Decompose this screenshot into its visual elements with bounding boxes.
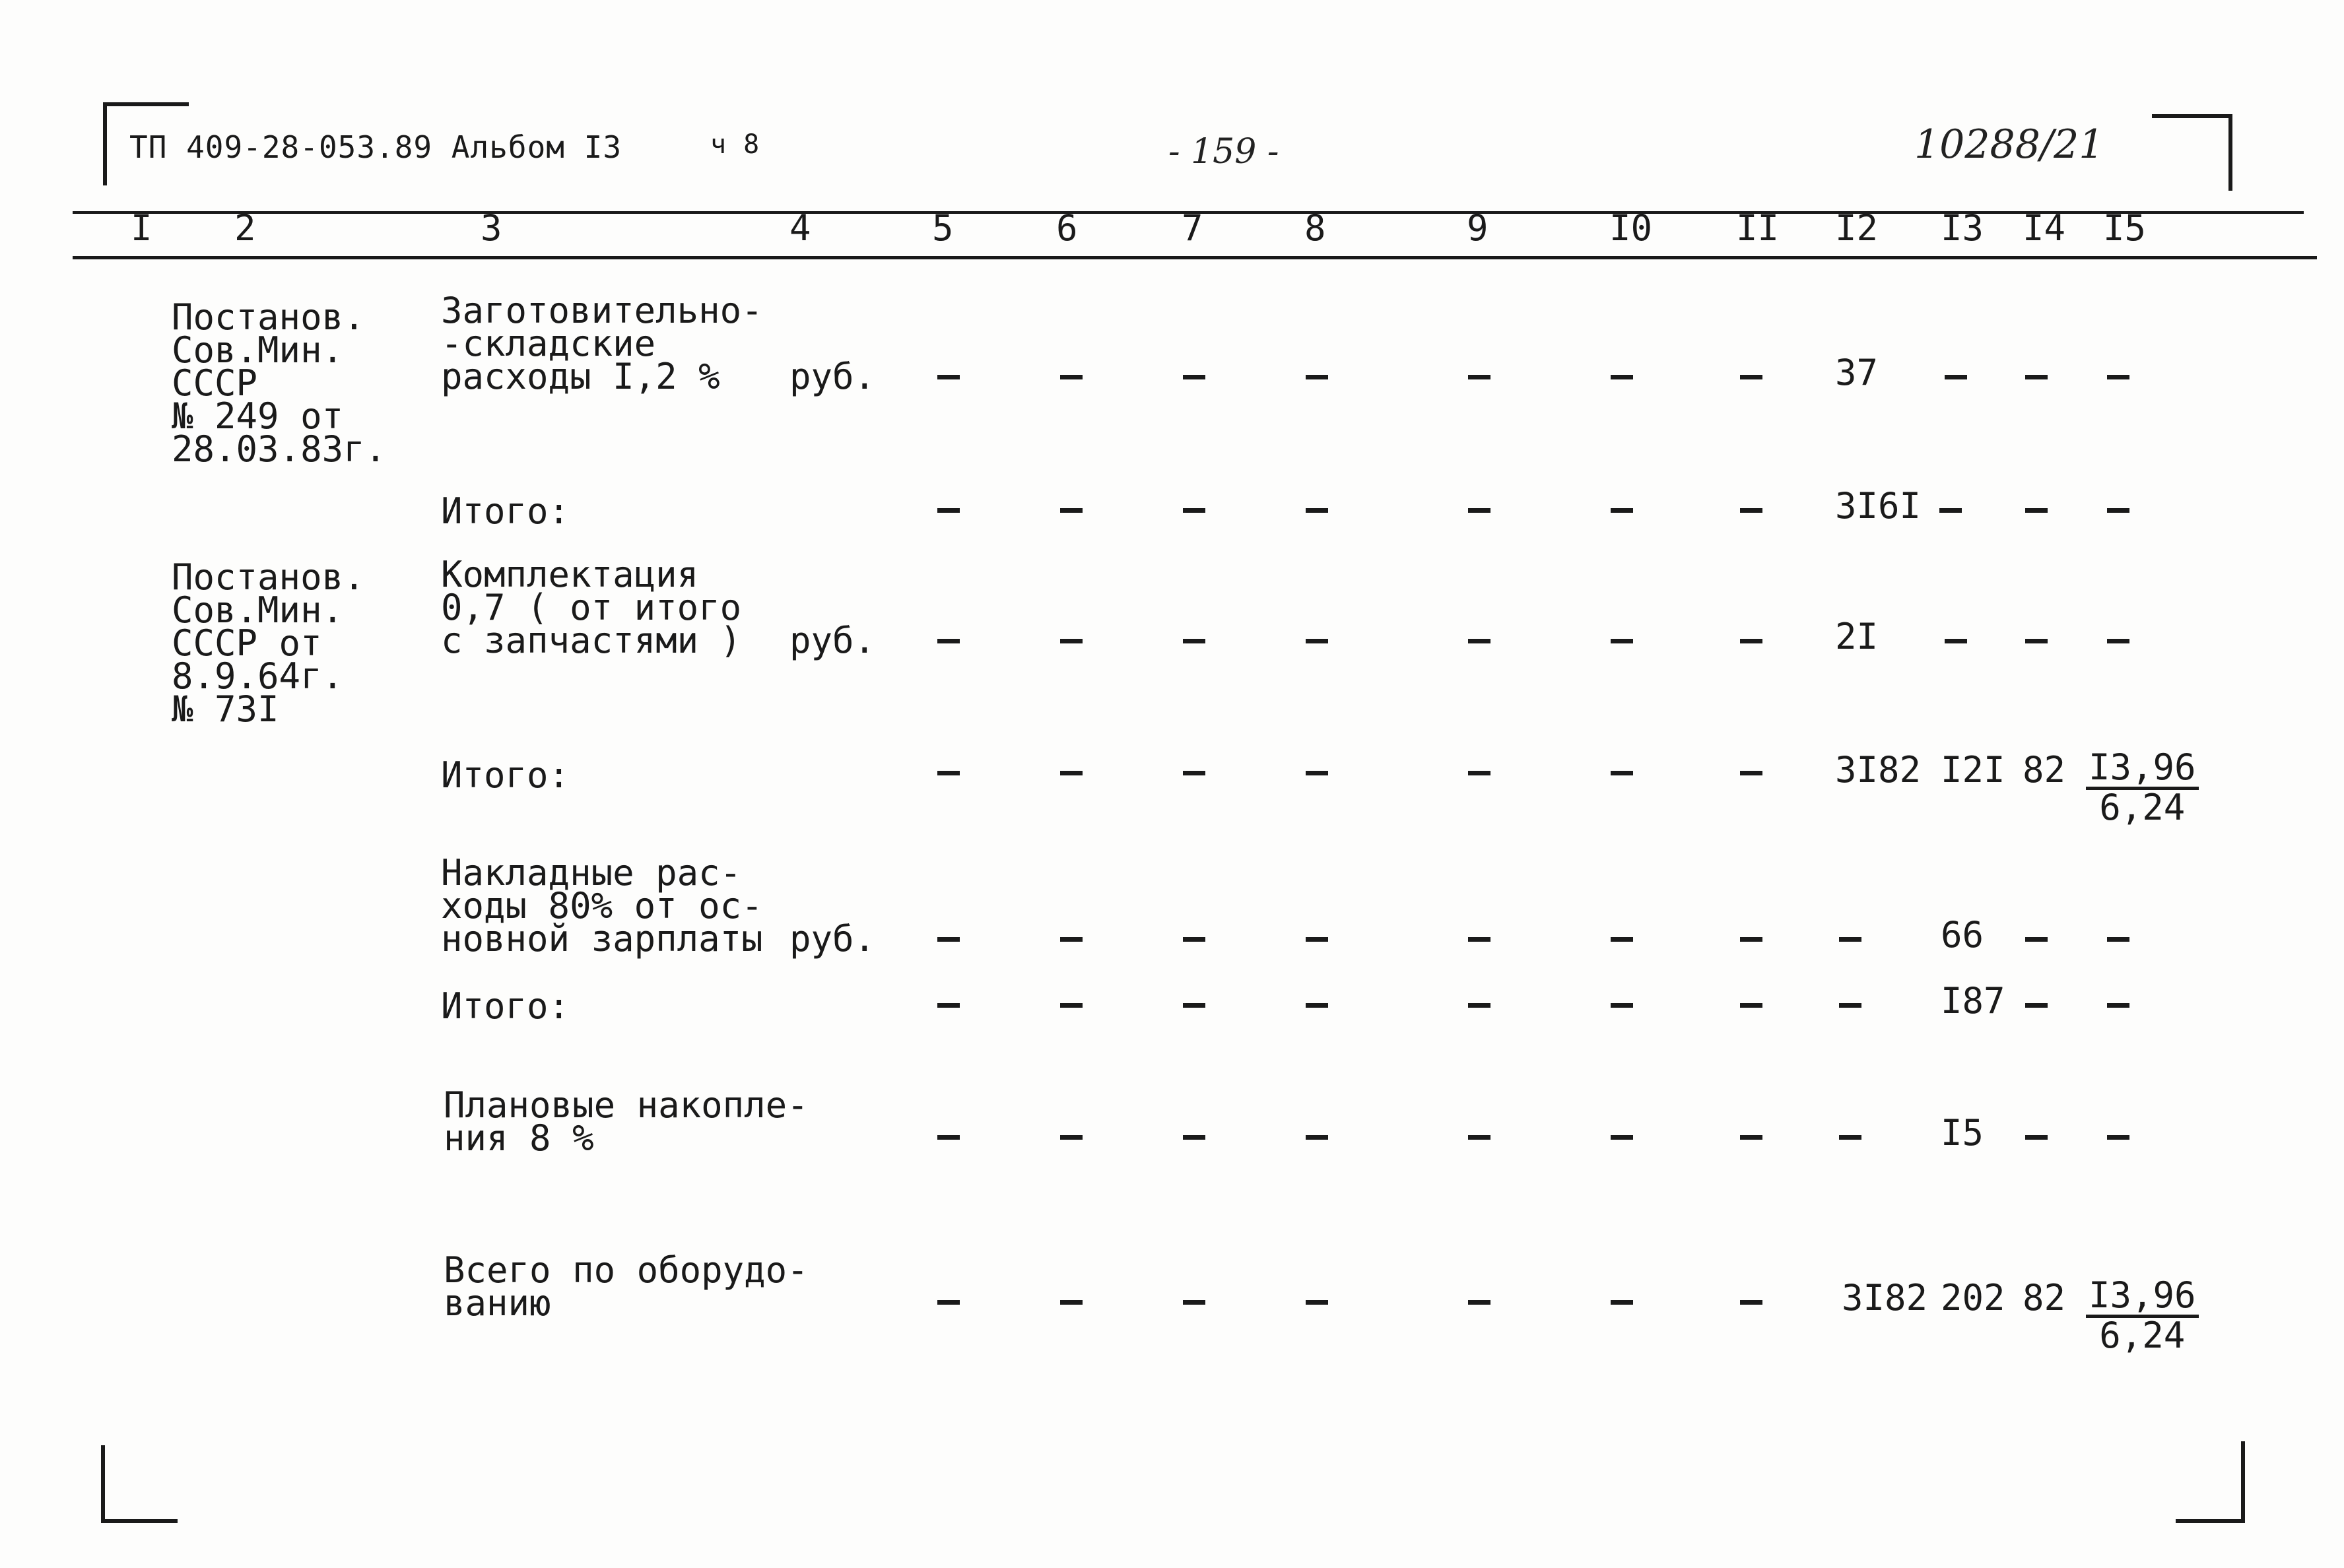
column-number-10: I0 xyxy=(1609,207,1653,249)
empty-cell-dash xyxy=(1060,639,1083,643)
table-row-col15-fraction: $\frac{I3,96}{6,24}$ xyxy=(2086,750,2199,826)
empty-cell-dash xyxy=(1740,639,1762,643)
empty-cell-dash xyxy=(1611,1135,1633,1140)
table-row-col14: 82 xyxy=(2023,1277,2066,1319)
column-number-7: 7 xyxy=(1182,207,1203,249)
table-row-col13: 66 xyxy=(1941,914,1984,956)
empty-cell-dash xyxy=(1468,771,1490,775)
table-row-name: Заготовительно- -складские расходы I,2 % xyxy=(441,290,763,397)
empty-cell-dash xyxy=(1306,508,1328,513)
empty-cell-dash xyxy=(1183,639,1205,643)
column-number-13: I3 xyxy=(1941,207,1984,249)
empty-cell-dash xyxy=(2107,375,2129,379)
empty-cell-dash xyxy=(2107,1003,2129,1008)
empty-cell-dash xyxy=(1740,375,1762,379)
page-number: - 159 - xyxy=(1168,132,1279,172)
column-number-6: 6 xyxy=(1056,207,1078,249)
column-number-11: II xyxy=(1736,207,1780,249)
empty-cell-dash xyxy=(1611,375,1633,379)
empty-cell-dash xyxy=(937,375,960,379)
column-number-15: I5 xyxy=(2103,207,2147,249)
empty-cell-dash xyxy=(1839,937,1861,942)
table-row-col12: 3I82 xyxy=(1842,1277,1928,1319)
table-row-unit: руб. xyxy=(789,356,876,397)
empty-cell-dash xyxy=(1183,375,1205,379)
empty-cell-dash xyxy=(937,1003,960,1008)
frame-corner-bottom-right xyxy=(2241,1441,2245,1523)
table-row-name: Накладные рас- ходы 80% от ос- новной зарплаты xyxy=(441,852,763,960)
table-row-basis: Постанов. Сов.Мин. СССР № 249 от 28.03.83г. xyxy=(172,296,387,470)
empty-cell-dash xyxy=(1468,508,1490,513)
table-row-basis: Постанов. Сов.Мин. СССР от 8.9.64г. № 73I xyxy=(172,556,365,730)
empty-cell-dash xyxy=(2107,1135,2129,1140)
empty-cell-dash xyxy=(1468,1003,1490,1008)
column-number-9: 9 xyxy=(1467,207,1489,249)
empty-cell-dash xyxy=(2025,639,2048,643)
empty-cell-dash xyxy=(1611,1300,1633,1305)
empty-cell-dash xyxy=(1740,1300,1762,1305)
empty-cell-dash xyxy=(1306,1135,1328,1140)
column-number-2: 2 xyxy=(234,207,256,249)
empty-cell-dash xyxy=(1183,1003,1205,1008)
empty-cell-dash xyxy=(1306,1003,1328,1008)
column-number-3: 3 xyxy=(481,207,502,249)
table-row-col13: I5 xyxy=(1941,1112,1984,1154)
table-row-name: Итого: xyxy=(441,754,570,796)
empty-cell-dash xyxy=(937,1135,960,1140)
empty-cell-dash xyxy=(1306,1300,1328,1305)
empty-cell-dash xyxy=(2107,937,2129,942)
empty-cell-dash xyxy=(1306,937,1328,942)
table-row-col15-fraction: $\frac{I3,96}{6,24}$ xyxy=(2086,1278,2199,1354)
table-row-name: Комплектация 0,7 ( от итого с запчастями ) xyxy=(441,554,742,661)
empty-cell-dash xyxy=(2025,508,2048,513)
header-rule-bottom xyxy=(73,256,2317,259)
column-number-1: I xyxy=(131,207,152,249)
column-number-14: I4 xyxy=(2023,207,2066,249)
frame-corner-top-left xyxy=(103,102,189,106)
table-row-name: Итого: xyxy=(441,985,570,1027)
frame-corner-top-right xyxy=(2152,114,2232,118)
empty-cell-dash xyxy=(937,1300,960,1305)
empty-cell-dash xyxy=(1060,771,1083,775)
empty-cell-dash xyxy=(1740,1003,1762,1008)
empty-cell-dash xyxy=(1611,508,1633,513)
empty-cell-dash xyxy=(1468,1135,1490,1140)
frame-corner-bottom-right xyxy=(2176,1519,2245,1523)
empty-cell-dash xyxy=(1060,508,1083,513)
empty-cell-dash xyxy=(937,937,960,942)
empty-cell-dash xyxy=(1740,508,1762,513)
inventory-number: 10288/21 xyxy=(1914,121,2104,168)
empty-cell-dash xyxy=(2025,375,2048,379)
table-row-col12: 3I6I xyxy=(1835,485,1922,527)
column-number-8: 8 xyxy=(1304,207,1326,249)
column-number-5: 5 xyxy=(932,207,954,249)
empty-cell-dash xyxy=(1183,508,1205,513)
empty-cell-dash xyxy=(1183,771,1205,775)
document-code: ТП 409-28-053.89 Альбом I3 xyxy=(129,129,622,165)
empty-cell-dash xyxy=(1306,771,1328,775)
empty-cell-dash xyxy=(1611,639,1633,643)
table-row-col12: 37 xyxy=(1835,352,1879,393)
empty-cell-dash xyxy=(2107,508,2129,513)
empty-cell-dash xyxy=(1468,375,1490,379)
frame-corner-bottom-left xyxy=(101,1519,178,1523)
empty-cell-dash xyxy=(1740,771,1762,775)
empty-cell-dash xyxy=(1306,375,1328,379)
empty-cell-dash xyxy=(1945,375,1967,379)
table-row-unit: руб. xyxy=(789,620,876,661)
table-row-unit: руб. xyxy=(789,918,876,960)
empty-cell-dash xyxy=(2025,937,2048,942)
empty-cell-dash xyxy=(1740,1135,1762,1140)
empty-cell-dash xyxy=(1611,771,1633,775)
column-number-12: I2 xyxy=(1835,207,1879,249)
empty-cell-dash xyxy=(1939,508,1962,513)
empty-cell-dash xyxy=(1468,1300,1490,1305)
empty-cell-dash xyxy=(1183,1300,1205,1305)
frame-corner-top-left xyxy=(103,102,107,185)
table-row-col13: 202 xyxy=(1941,1277,2005,1319)
table-row-name: Плановые накопле- ния 8 % xyxy=(444,1084,809,1159)
empty-cell-dash xyxy=(1183,937,1205,942)
empty-cell-dash xyxy=(1060,1300,1083,1305)
table-row-name: Всего по оборудо- ванию xyxy=(444,1249,809,1324)
table-row-col14: 82 xyxy=(2023,749,2066,791)
empty-cell-dash xyxy=(1839,1003,1861,1008)
table-row-col12: 2I xyxy=(1835,616,1879,657)
frame-corner-top-right xyxy=(2228,114,2232,191)
empty-cell-dash xyxy=(937,771,960,775)
empty-cell-dash xyxy=(1611,1003,1633,1008)
empty-cell-dash xyxy=(2025,1003,2048,1008)
empty-cell-dash xyxy=(1945,639,1967,643)
frame-corner-bottom-left xyxy=(101,1445,105,1523)
column-number-4: 4 xyxy=(789,207,811,249)
empty-cell-dash xyxy=(937,639,960,643)
table-row-name: Итого: xyxy=(441,490,570,532)
table-row-col13: I2I xyxy=(1941,749,2005,791)
empty-cell-dash xyxy=(1468,639,1490,643)
table-row-col12: 3I82 xyxy=(1835,749,1922,791)
empty-cell-dash xyxy=(1839,1135,1861,1140)
empty-cell-dash xyxy=(1306,639,1328,643)
empty-cell-dash xyxy=(1468,937,1490,942)
empty-cell-dash xyxy=(1060,1003,1083,1008)
empty-cell-dash xyxy=(937,508,960,513)
table-row-col13: I87 xyxy=(1941,980,2005,1022)
empty-cell-dash xyxy=(1060,1135,1083,1140)
empty-cell-dash xyxy=(1740,937,1762,942)
empty-cell-dash xyxy=(1060,375,1083,379)
empty-cell-dash xyxy=(1183,1135,1205,1140)
empty-cell-dash xyxy=(1611,937,1633,942)
empty-cell-dash xyxy=(2107,639,2129,643)
empty-cell-dash xyxy=(2025,1135,2048,1140)
empty-cell-dash xyxy=(1060,937,1083,942)
part-note: ч 8 xyxy=(710,129,760,160)
